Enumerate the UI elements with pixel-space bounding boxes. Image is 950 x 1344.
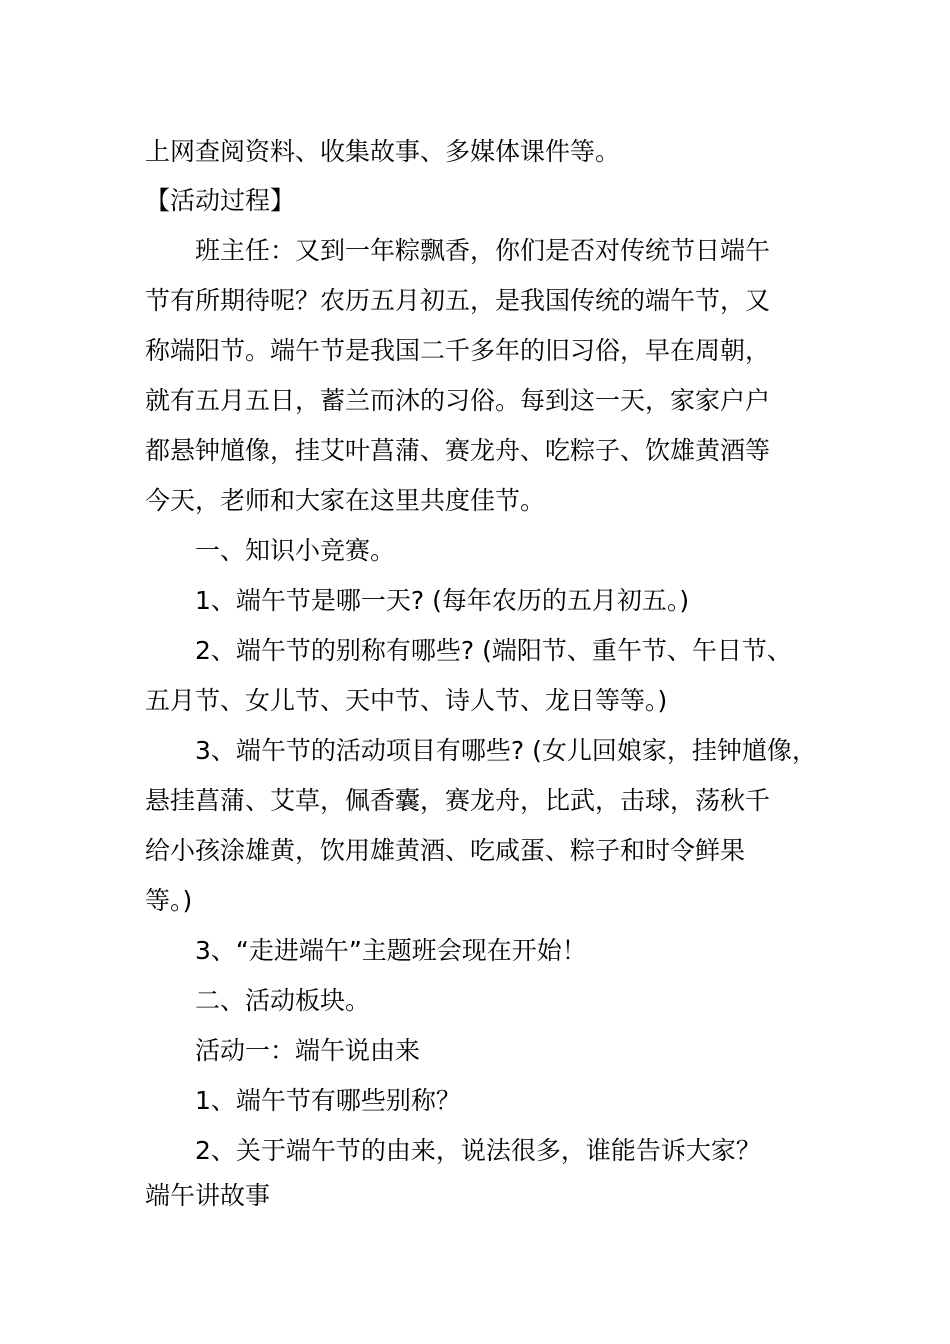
text-line: 二、活动板块。 [195, 986, 371, 1015]
text-line: 称端阳节。端午节是我国二千多年的旧习俗，早在周朝， [145, 336, 771, 365]
text-line: 今天，老师和大家在这里共度佳节。 [145, 486, 546, 515]
text-line: 3、“走进端午”主题班会现在开始！ [195, 936, 587, 965]
text-line: 上网查阅资料、收集故事、多媒体课件等。 [145, 137, 621, 166]
text-line: 1、端午节是哪一天? (每年农历的五月初五。) [195, 586, 690, 615]
text-line: 3、端午节的活动项目有哪些? (女儿回娘家，挂钟馗像， [195, 736, 817, 765]
text-line: 班主任：又到一年粽飘香，你们是否对传统节日端午 [195, 236, 771, 265]
text-line: 活动一：端午说由来 [195, 1036, 421, 1065]
text-line: 端午讲故事 [145, 1181, 271, 1210]
text-line: 给小孩涂雄黄，饮用雄黄酒、吃咸蛋、粽子和时令鲜果 [145, 836, 746, 865]
text-line: 就有五月五日，蓄兰而沐的习俗。每到这一天，家家户户 [145, 386, 771, 415]
text-line: 五月节、女儿节、天中节、诗人节、龙日等等。) [145, 686, 668, 715]
text-line: 都悬钟馗像，挂艾叶菖蒲、赛龙舟、吃粽子、饮雄黄酒等 [145, 436, 771, 465]
text-line: 2、关于端午节的由来，说法很多，谁能告诉大家？ [195, 1136, 761, 1165]
text-line: 等。) [145, 886, 193, 915]
text-line: 悬挂菖蒲、艾草，佩香囊，赛龙舟，比武，击球，荡秋千 [145, 786, 771, 815]
text-line: 节有所期待呢？农历五月初五，是我国传统的端午节，又 [145, 286, 771, 315]
section-heading: 【活动过程】 [145, 186, 296, 215]
text-line: 2、端午节的别称有哪些? (端阳节、重午节、午日节、 [195, 636, 792, 665]
text-line: 1、端午节有哪些别称？ [195, 1086, 461, 1115]
text-line: 一、知识小竞赛。 [195, 536, 396, 565]
